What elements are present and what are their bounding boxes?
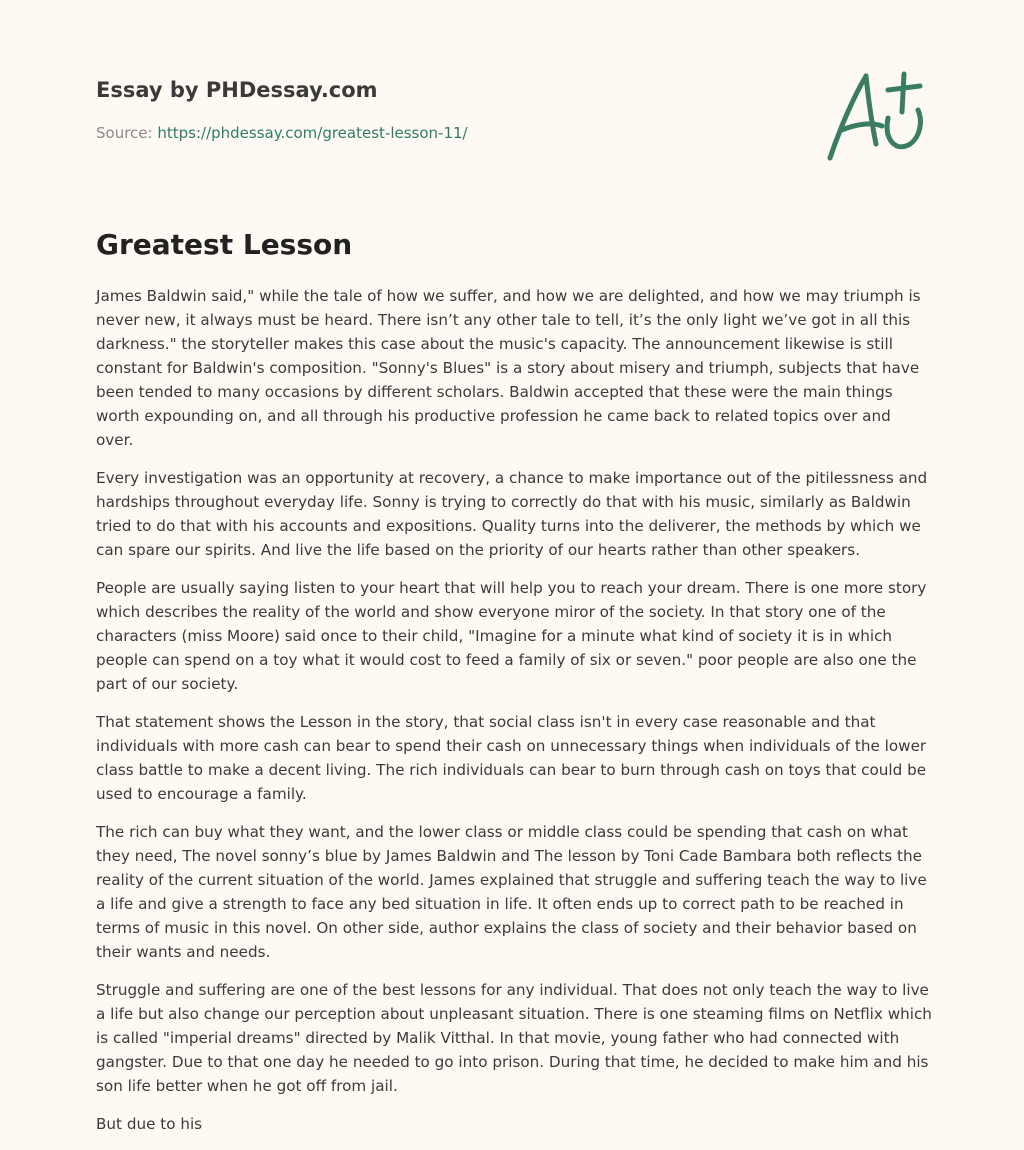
site-title: Essay by PHDessay.com: [96, 78, 378, 102]
a-plus-grade-svg: [822, 66, 932, 166]
essay-body: [96, 284, 932, 1150]
essay-paragraph: But due to his: [96, 1115, 203, 1133]
source-link[interactable]: https://phdessay.com/greatest-lesson-11/: [157, 124, 468, 142]
essay-paragraph: People are usually saying listen to your heart that will help you to reach your dream. There is one more story which describes the reality of the world and show everyone miror of the society. In that story one of the characters (miss Moore) said once to their child, "Imagine for a minute what kind of society it is in which people can spend on a toy what it would cost to feed a family of six or seven." poor people are also one the part of our society.: [96, 579, 927, 693]
a-plus-grade-icon: [822, 66, 932, 166]
essay-paragraph: Struggle and suffering are one of the best lessons for any individual. That does not only teach the way to live a life but also change our perception about unpleasant situation. There is one steaming films on Netflix which is called "imperial dreams" directed by Malik Vitthal. In that movie, young father who had connected with gangster. Due to that one day he needed to go into prison. During that time, he decided to make him and his son life better when he got off from jail.: [96, 981, 932, 1095]
essay-paragraph: That statement shows the Lesson in the story, that social class isn't in every case reasonable and that individuals with more cash can bear to spend their cash on unnecessary things when individuals of the lower class battle to make a decent living. The rich individuals can bear to burn through cash on toys that could be used to encourage a family.: [96, 713, 927, 803]
source-line: [96, 123, 468, 143]
essay-paragraph: The rich can buy what they want, and the lower class or middle class could be spending that cash on what they need, The novel sonny’s blue by James Baldwin and The lesson by Toni Cade Bambara both reflects the reality of the current situation of the world. James explained that struggle and suffering teach the way to live a life and give a strength to face any bed situation in life. It often ends up to correct path to be reached in terms of music in this novel. On other side, author explains the class of society and their behavior based on their wants and needs.: [96, 823, 927, 961]
source-label: Source:: [96, 124, 153, 142]
essay-paragraph: Every investigation was an opportunity at recovery, a chance to make importance out of the pitilessness and hardships throughout everyday life. Sonny is trying to correctly do that with his music, similarly as Baldwin tried to do that with his accounts and expositions. Quality turns into the deliverer, the methods by which we can spare our spirits. And live the life based on the priority of our hearts rather than other speakers.: [96, 469, 928, 559]
essay-title: Greatest Lesson: [96, 228, 353, 261]
essay-paragraph: James Baldwin said," while the tale of how we suffer, and how we are delighted, and how we may triumph is never new, it always must be heard. There isn’t any other tale to tell, it’s the only light we’ve got in all this darkness." the storyteller makes this case about the music's capacity. The announcement likewise is still constant for Baldwin's composition. "Sonny's Blues" is a story about misery and triumph, subjects that have been tended to many occasions by different scholars. Baldwin accepted that these were the main things worth expounding on, and all through his productive profession he came back to related topics over and over.: [96, 287, 921, 449]
